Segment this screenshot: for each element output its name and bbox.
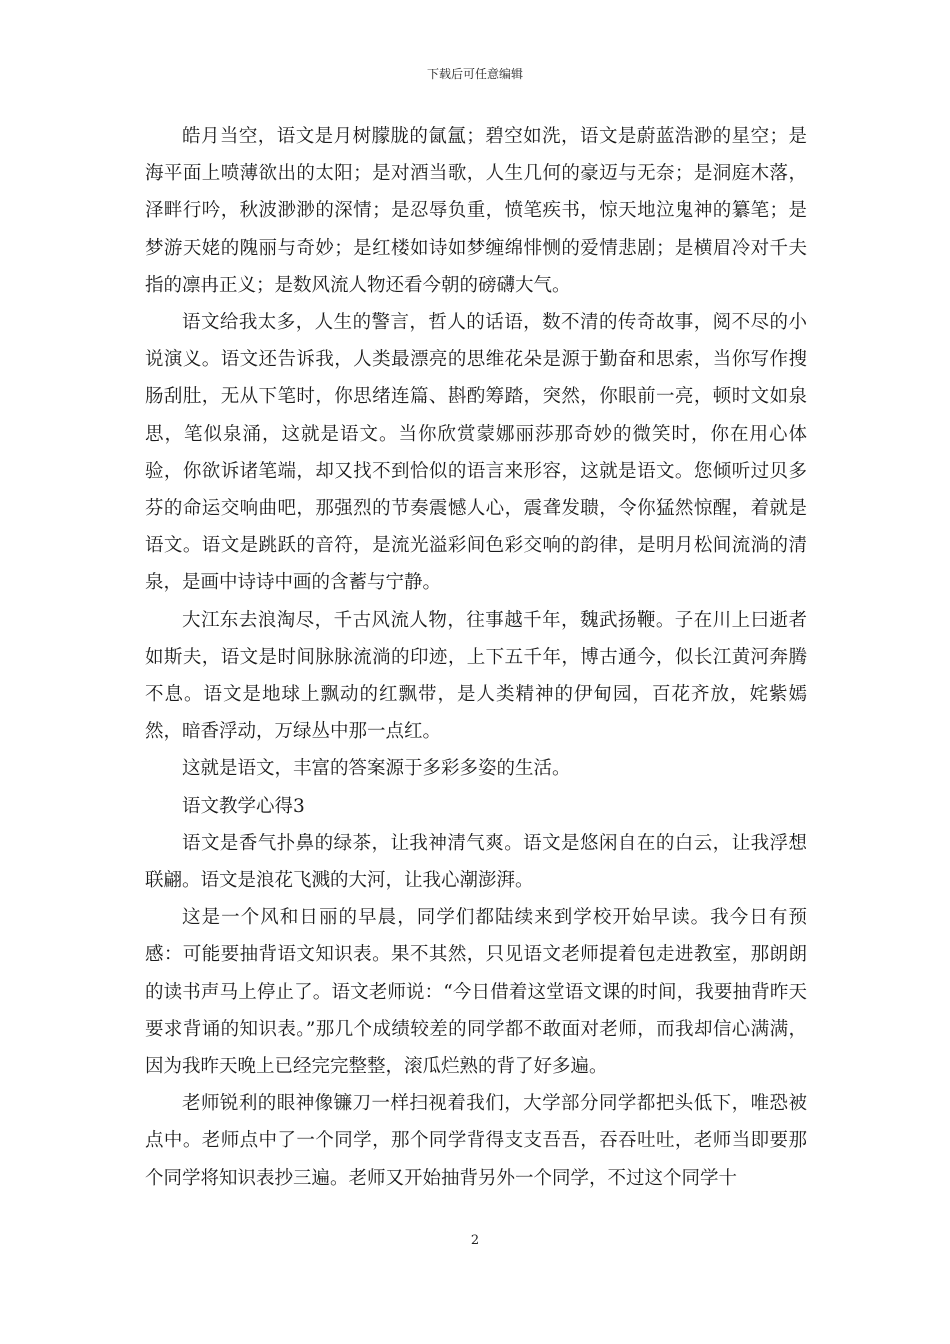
section-heading: 语文教学心得3 [182, 795, 305, 817]
paragraph-6: 这是一个风和日丽的早晨，同学们都陆续来到学校开始早读。我今日有预感：可能要抽背语文知识表。果不其然，只见语文老师提着包走进教室，那朗朗的读书声马上停止了。语文老师说：“今日借着这堂语文课的时间，我要抽背昨天要求背诵的知识表。”那几个成绩较差的同学都不敢面对老师，而我却信心满满，因为我昨天晚上已经完完整整，滚瓜烂熟的背了好多遍。 [145, 907, 807, 1078]
page-header-note: 下载后可任意编辑 [426, 67, 523, 81]
paragraph-3: 大江东去浪淘尽，千古风流人物，往事越千年，魏武扬鞭。子在川上曰逝者如斯夫，语文是时间脉脉流淌的印迹，上下五千年，博古通今，似长江黄河奔腾不息。语文是地球上飘动的红飘带，是人类精神的伊甸园，百花齐放，姹紫嫣然，暗香浮动，万绿丛中那一点红。 [145, 609, 807, 743]
paragraph-1: 皓月当空，语文是月树朦胧的氤氲；碧空如洗，语文是蔚蓝浩渺的星空；是海平面上喷薄欲出的太阳；是对酒当歌，人生几何的豪迈与无奈；是洞庭木落，泽畔行吟，秋波渺渺的深情；是忍辱负重，愤笔疾书，惊天地泣鬼神的纂笔；是梦游天姥的隗丽与奇妙；是红楼如诗如梦缠绵悱恻的爱情悲剧；是横眉冷对千夫指的凛冉正义；是数风流人物还看今朝的磅礴大气。 [145, 126, 807, 296]
document-body [145, 118, 807, 1197]
page-number: 2 [470, 1233, 480, 1248]
paragraph-7: 老师锐利的眼神像镰刀一样扫视着我们，大学部分同学都把头低下，唯恐被点中。老师点中了一个同学，那个同学背得支支吾吾，吞吞吐吐，老师当即要那个同学将知识表抄三遍。老师又开始抽背另外一个同学，不过这个同学十 [145, 1093, 807, 1189]
paragraph-2: 语文给我太多，人生的警言，哲人的话语，数不清的传奇故事，阅不尽的小说演义。语文还告诉我，人类最漂亮的思维花朵是源于勤奋和思索，当你写作搜肠刮肚，无从下笔时，你思绪连篇、斟酌筹踏，突然，你眼前一亮，顿时文如泉思，笔似泉涌，这就是语文。当你欣赏蒙娜丽莎那奇妙的微笑时，你在用心体验，你欲诉诸笔端，却又找不到恰似的语言来形容，这就是语文。您倾听过贝多芬的命运交响曲吧，那强烈的节奏震憾人心，震聋发聩，令你猛然惊醒，着就是语文。语文是跳跃的音符，是流光溢彩间色彩交响的韵律，是明月松间流淌的清泉，是画中诗诗中画的含蓄与宁静。 [145, 312, 807, 594]
paragraph-4: 这就是语文，丰富的答案源于多彩多姿的生活。 [182, 758, 571, 780]
paragraph-5: 语文是香气扑鼻的绿茶，让我神清气爽。语文是悠闲自在的白云，让我浮想联翩。语文是浪花飞溅的大河，让我心潮澎湃。 [145, 832, 807, 892]
